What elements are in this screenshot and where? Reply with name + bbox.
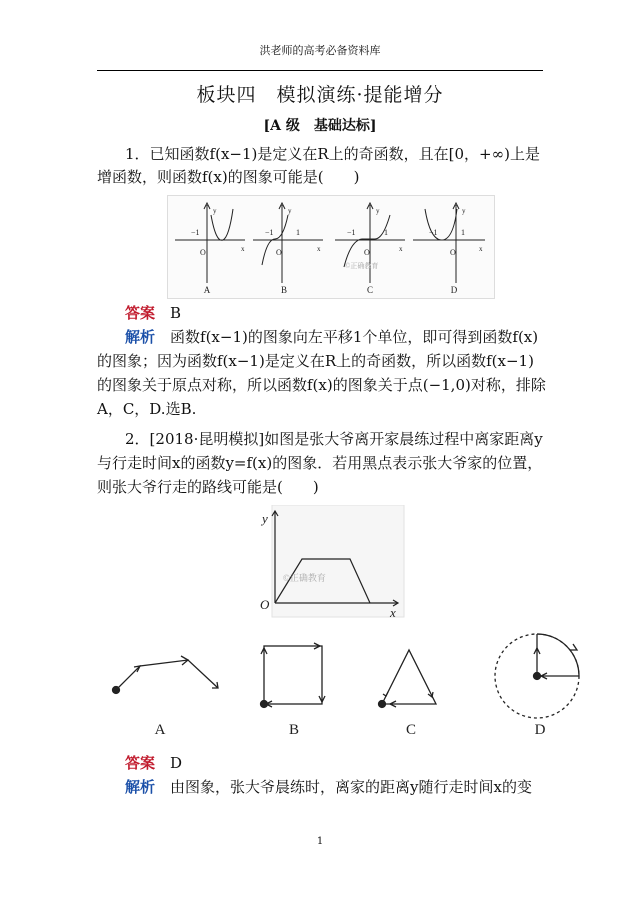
- q2-option-a-label: A: [154, 722, 166, 738]
- q2-option-b-label: B: [288, 722, 300, 738]
- q1-graph-b: [253, 203, 323, 283]
- q2-watermark: ©正确教育: [283, 573, 326, 583]
- q1-line-1: 1．已知函数f(x−1)是定义在R上的奇函数，且在[0，+∞)上是: [125, 145, 540, 163]
- q2-route-b: [261, 643, 326, 708]
- svg-text:x: x: [399, 245, 403, 253]
- analysis-label: 解析: [125, 328, 156, 346]
- svg-text:−1: −1: [429, 228, 438, 237]
- q2-distance-time-graph: [250, 505, 410, 620]
- svg-text:y: y: [376, 207, 380, 215]
- svg-text:O: O: [200, 248, 206, 257]
- svg-text:−1: −1: [347, 228, 356, 237]
- q2-route-d: [495, 634, 579, 718]
- q2-analysis-line-1: 解析 由图象，张大爷晨练时，离家的距离y随行走时间x的变: [125, 778, 532, 796]
- svg-text:−1: −1: [191, 228, 200, 237]
- svg-text:−1: −1: [265, 228, 274, 237]
- svg-text:x: x: [317, 245, 321, 253]
- q2-x-axis-label: x: [390, 605, 396, 620]
- svg-text:O: O: [364, 248, 370, 257]
- q1-line-2: 增函数，则函数f(x)的图象可能是( ): [97, 168, 360, 186]
- svg-text:1: 1: [296, 228, 300, 237]
- q1-analysis-line-1: 解析 函数f(x−1)的图象向左平移1个单位，即可得到函数f(x): [125, 328, 539, 346]
- level-subtitle: [A 级 基础达标]: [263, 118, 377, 134]
- q1-option-a-label: A: [203, 285, 211, 295]
- svg-text:1: 1: [384, 228, 388, 237]
- svg-text:x: x: [241, 245, 245, 253]
- q1-graph-d: [413, 203, 485, 283]
- q1-watermark: ©正确教育: [345, 262, 379, 270]
- answer-value: B: [170, 304, 182, 322]
- q2-origin-label: O: [260, 597, 270, 612]
- q1-option-c-label: C: [366, 285, 374, 295]
- answer-value: D: [170, 754, 183, 772]
- svg-text:O: O: [450, 248, 456, 257]
- q2-route-a: [113, 656, 219, 694]
- page-header: 洪老师的高考必备资料库: [259, 44, 381, 57]
- svg-text:x: x: [479, 245, 483, 253]
- svg-text:y: y: [288, 207, 292, 215]
- analysis-label: 解析: [125, 778, 156, 796]
- q2-route-options: [100, 630, 580, 742]
- q1-answer: [125, 302, 571, 324]
- svg-text:1: 1: [461, 228, 465, 237]
- q2-y-axis-label: y: [262, 511, 268, 526]
- answer-label: 答案: [125, 754, 156, 772]
- q1-option-d-label: D: [450, 285, 458, 295]
- q1-graph-a: [175, 203, 245, 283]
- q1-analysis-line-2: 的图象；因为函数f(x−1)是定义在R上的奇函数，所以函数f(x−1): [97, 352, 534, 370]
- svg-text:O: O: [276, 248, 282, 257]
- q2-option-c-label: C: [405, 722, 417, 738]
- svg-text:y: y: [213, 207, 217, 215]
- q1-graph-c: [335, 203, 405, 283]
- q1-analysis-line-3: 的图象关于原点对称，所以函数f(x)的图象关于点(−1,0)对称，排除: [97, 376, 546, 394]
- svg-text:y: y: [462, 207, 466, 215]
- section-title: 板块四 模拟演练·提能增分: [196, 84, 444, 106]
- q1-option-b-label: B: [280, 285, 288, 295]
- page-number: 1: [316, 836, 324, 847]
- q2-answer: [125, 752, 571, 774]
- q2-line-2: 与行走时间x的函数y=f(x)的图象．若用黑点表示张大爷家的位置，: [97, 454, 543, 472]
- q2-route-c: [379, 650, 437, 708]
- q2-line-3: 则张大爷行走的路线可能是( ): [97, 478, 319, 496]
- q1-analysis-line-4: A，C，D.选B.: [97, 400, 197, 418]
- q2-line-1: 2．[2018·昆明模拟]如图是张大爷离开家晨练过程中离家距离y: [125, 430, 543, 448]
- q2-option-d-label: D: [534, 722, 546, 738]
- header-divider: [97, 70, 543, 71]
- answer-label: 答案: [125, 304, 156, 322]
- q1-option-graphs: [167, 195, 495, 299]
